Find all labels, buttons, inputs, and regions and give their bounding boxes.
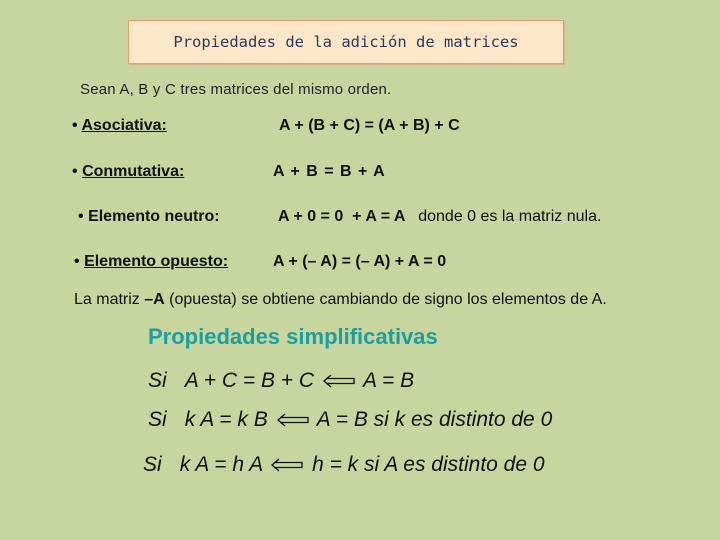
bullet: • [72, 163, 78, 180]
formula-text: A + 0 = 0 + A = A [278, 208, 405, 225]
iff-arrow-icon [322, 374, 356, 388]
rule-left: k A = h A [179, 453, 263, 476]
simplificativas-title: Propiedades simplificativas [148, 324, 438, 349]
property-formula: A + (– A) = (– A) + A = 0 [273, 253, 447, 270]
property-label: Asociativa: [81, 117, 167, 134]
rule-right: h = k si A es distinto de 0 [312, 453, 545, 476]
simplificativa-rule [148, 369, 414, 393]
simplificativa-rule [148, 408, 552, 432]
bullet: • [72, 117, 78, 134]
simplificativa-rule [143, 453, 545, 477]
property-formula: A + (B + C) = (A + B) + C [279, 117, 460, 134]
property-conmutativa [72, 163, 184, 181]
note-prefix: La matriz [74, 291, 145, 308]
property-asociativa [72, 117, 167, 135]
iff-arrow-icon [276, 413, 310, 427]
note-suffix: (opuesta) se obtiene cambiando de signo los elementos de A. [164, 291, 607, 308]
rule-si: Si [143, 453, 162, 476]
rule-left: A + C = B + C [184, 369, 315, 392]
property-formula: A + B = B + A [273, 163, 386, 180]
rule-right: A = B [362, 369, 415, 392]
note-bold: –A [144, 291, 165, 308]
property-elemento-neutro [78, 208, 220, 226]
opposite-matrix-note [74, 291, 607, 309]
rule-si: Si [148, 369, 167, 392]
iff-arrow-icon [270, 458, 304, 472]
page-title: Propiedades de la adición de matrices [173, 33, 519, 51]
property-label: Elemento neutro: [88, 208, 220, 225]
property-label: Elemento opuesto: [84, 253, 229, 270]
rule-left: k A = k B [184, 408, 268, 431]
title-box [128, 20, 564, 64]
property-label: Conmutativa: [82, 163, 185, 180]
property-formula [278, 208, 601, 226]
bullet: • [74, 253, 80, 270]
rule-right: A = B si k es distinto de 0 [316, 408, 553, 431]
formula-note: donde 0 es la matriz nula. [418, 208, 602, 225]
rule-si: Si [148, 408, 167, 431]
intro-text: Sean A, B y C tres matrices del mismo orden. [80, 81, 392, 98]
property-elemento-opuesto [74, 253, 228, 271]
bullet: • [78, 208, 84, 225]
